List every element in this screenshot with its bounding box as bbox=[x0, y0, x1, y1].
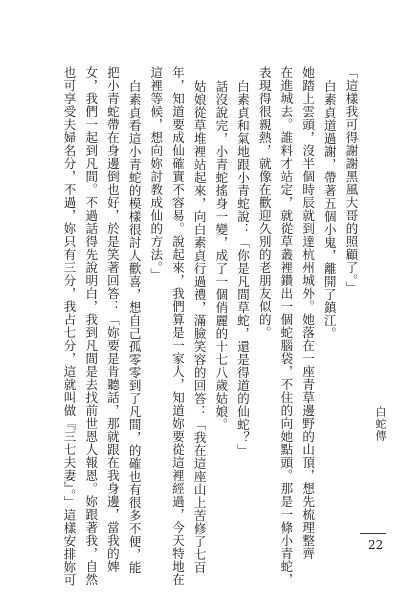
text-column: 「這樣我可得謝謝黑風大哥的照顧了。」 bbox=[344, 66, 359, 294]
text-column: 這裡等候，想向妳討教成仙的方法。」 bbox=[148, 66, 164, 281]
text-column: 在進城去。誰料才站定，就從草叢裡鑽出一個蛇腦袋，不住的向她點頭。那是一條小青蛇， bbox=[278, 66, 294, 586]
text-column: 把小青蛇帶在身邊倒也好，於是笑著回答：「妳要是肯聽話，那就跟在我身邊，當我的婢 bbox=[105, 66, 121, 573]
running-head-title: 白蛇傳 bbox=[374, 406, 387, 442]
text-column: 話沒說完，小青蛇搖身一變，成了一個俏麗的十七八歲姑娘。 bbox=[213, 80, 229, 431]
text-column: 姑娘從草堆裡站起來，向白素貞行過禮，滿臉笑容的回答：「我在這座山上苦修了七百 bbox=[192, 80, 208, 574]
page-number: 22 bbox=[368, 538, 384, 552]
text-column: 白素貞看這小青蛇的模樣很討人歡喜，想自己孤零零到了凡間，的確也有很多不便，能 bbox=[127, 80, 143, 574]
text-column: 女，我們一起到凡間。不過話得先說明白，我到凡間是去找前世恩人報恩。妳跟著我，自然 bbox=[83, 66, 99, 586]
running-head-divider bbox=[360, 533, 386, 534]
text-column: 表現得很親熱，就像在歡迎久別的老朋友似的。 bbox=[257, 66, 273, 339]
text-column: 她踏上雲頭，沒半個時辰就到達杭州城外。她落在一座青草邊野的山頂，想先梳理整齊 bbox=[300, 66, 316, 560]
text-column: 白素貞和氣地跟小青蛇說：「你是凡間草蛇，還是得道的仙蛇？」 bbox=[235, 80, 251, 457]
vertical-text-block bbox=[62, 66, 359, 587]
text-column: 年，知道要成仙確實不容易。說起來，我們算是一家人，知道妳要從這裡經過，今天特地在 bbox=[170, 66, 186, 586]
text-column: 白素貞道過謝，帶著五個小鬼，離開了鎮江。 bbox=[322, 80, 338, 340]
text-column: 也可享受夫婦名分，不過，妳只有三分，我占七分，這就叫做『三七夫妻』。」這樣安排妳可 bbox=[62, 66, 77, 587]
